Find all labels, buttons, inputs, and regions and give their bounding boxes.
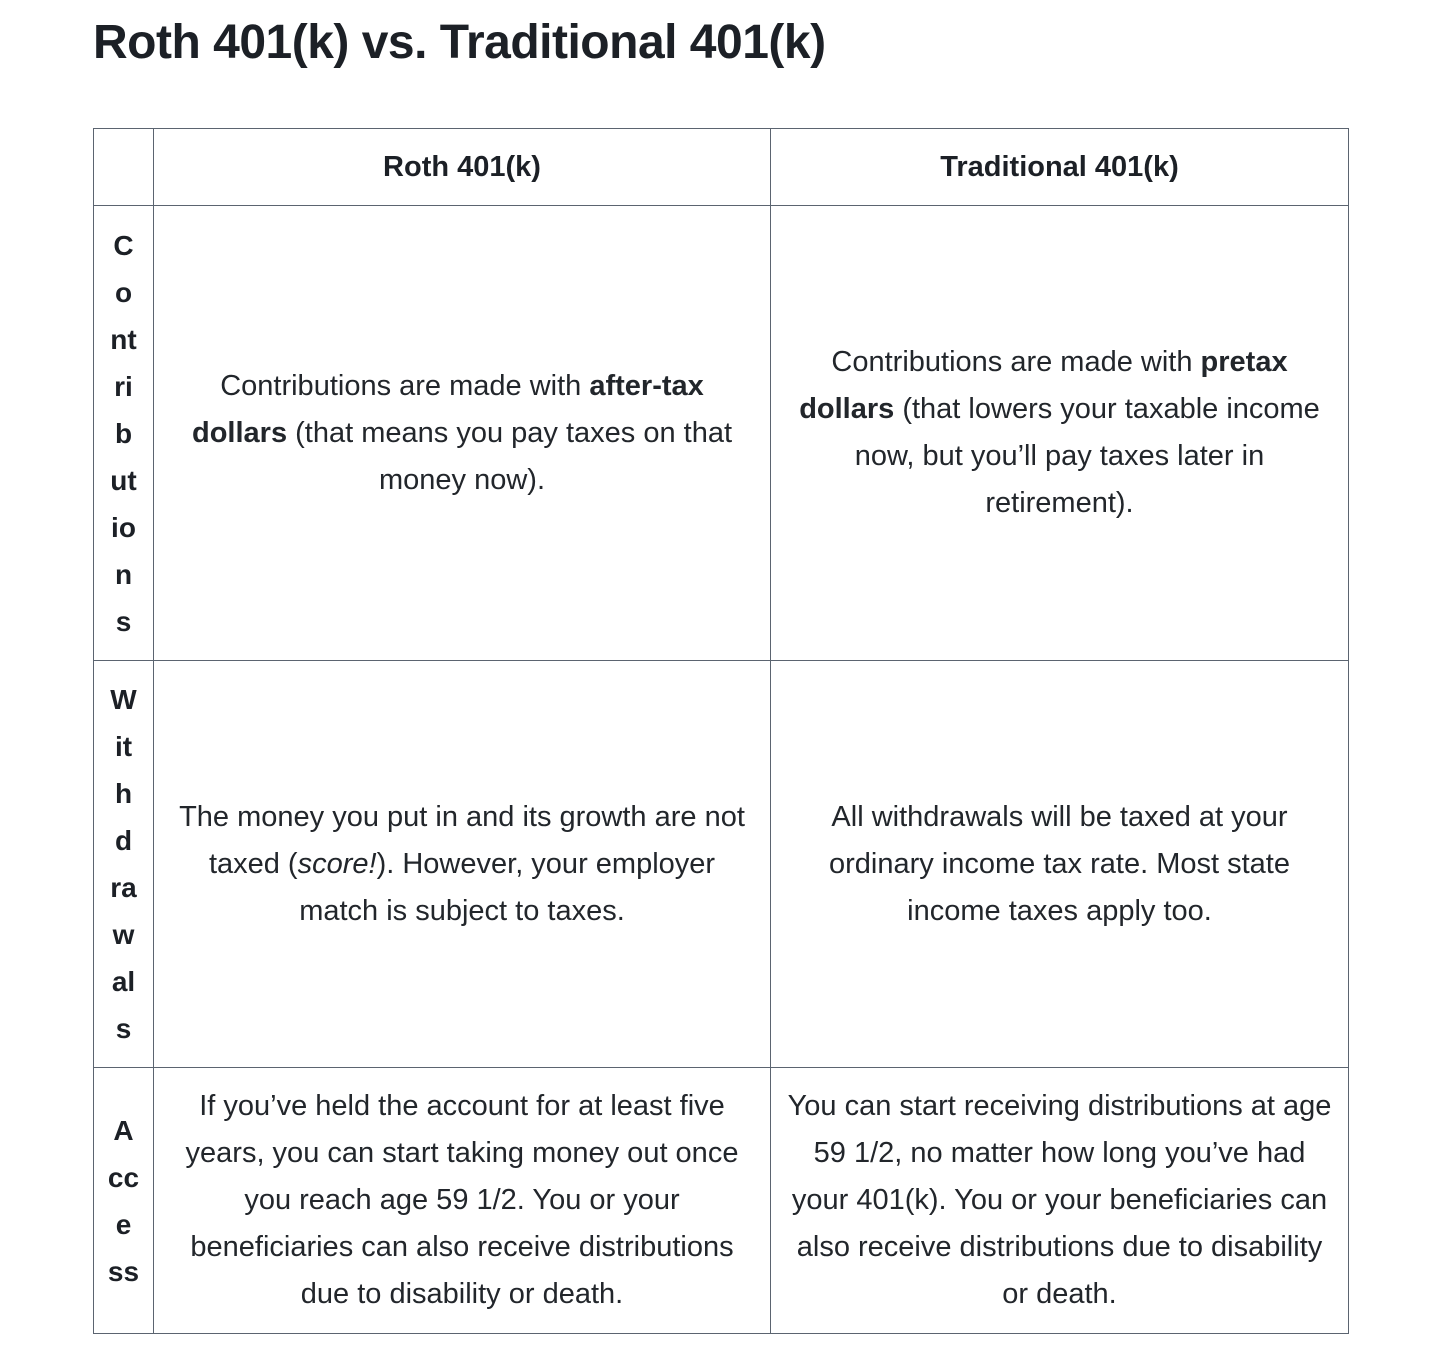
row-label-fragment: n xyxy=(114,558,133,590)
row-label-contributions xyxy=(94,206,154,661)
row-label-fragment: ss xyxy=(107,1255,140,1287)
table-row-access xyxy=(94,1068,1349,1334)
row-label-fragment: w xyxy=(112,919,135,950)
row-label-fragment: e xyxy=(115,1208,132,1240)
row-label-fragment: C xyxy=(113,229,134,261)
corner-cell xyxy=(94,129,154,206)
cell-roth-withdrawals: The money you put in and its growth are not taxed (score!). However, your employer match is subject to taxes. xyxy=(154,661,771,1068)
column-header-roth: Roth 401(k) xyxy=(154,129,771,206)
italic-phrase: score! xyxy=(297,847,377,880)
row-label-fragment: s xyxy=(115,605,132,637)
bold-phrase: pretax dollars xyxy=(799,346,1288,425)
row-label-fragment: b xyxy=(114,417,133,449)
comparison-table xyxy=(93,128,1349,1334)
row-label-fragment: ra xyxy=(110,872,137,903)
table-header-row xyxy=(94,129,1349,206)
row-label-fragment: A xyxy=(113,1114,134,1146)
table-row-withdrawals xyxy=(94,661,1349,1068)
cell-traditional-contributions: Contributions are made with pretax dollars (that lowers your taxable income now, but you’ll pay taxes later in retirement). xyxy=(771,206,1349,661)
row-label-fragment: nt xyxy=(110,323,137,355)
row-label-fragment: cc xyxy=(107,1161,140,1193)
row-label-fragment: ri xyxy=(114,370,133,402)
column-header-traditional: Traditional 401(k) xyxy=(771,129,1349,206)
row-label-fragment: io xyxy=(111,511,136,543)
row-label-withdrawals xyxy=(94,661,154,1068)
page-title: Roth 401(k) vs. Traditional 401(k) xyxy=(93,16,826,69)
row-label-fragment: ut xyxy=(110,464,137,496)
cell-roth-access: If you’ve held the account for at least five years, you can start taking money out once you reach age 59 1/2. You or your beneficiaries can also receive distributions due to disability or death. xyxy=(154,1068,771,1334)
cell-roth-contributions: Contributions are made with after-tax dollars (that means you pay taxes on that money now). xyxy=(154,206,771,661)
cell-traditional-withdrawals: All withdrawals will be taxed at your ordinary income tax rate. Most state income taxes apply too. xyxy=(771,661,1349,1068)
row-label-fragment: it xyxy=(114,731,133,762)
cell-traditional-access: You can start receiving distributions at age 59 1/2, no matter how long you’ve had your 401(k). You or your beneficiaries can also receive distributions due to disability or death. xyxy=(771,1068,1349,1334)
row-label-fragment: al xyxy=(111,966,136,997)
row-label-fragment: d xyxy=(114,825,133,856)
row-label-fragment: o xyxy=(114,276,133,308)
row-label-access xyxy=(94,1068,154,1334)
row-label-fragment: W xyxy=(110,684,137,715)
table-row-contributions xyxy=(94,206,1349,661)
bold-phrase: after-tax dollars xyxy=(191,369,704,449)
row-label-fragment: h xyxy=(114,778,133,809)
row-label-fragment: s xyxy=(115,1013,132,1044)
